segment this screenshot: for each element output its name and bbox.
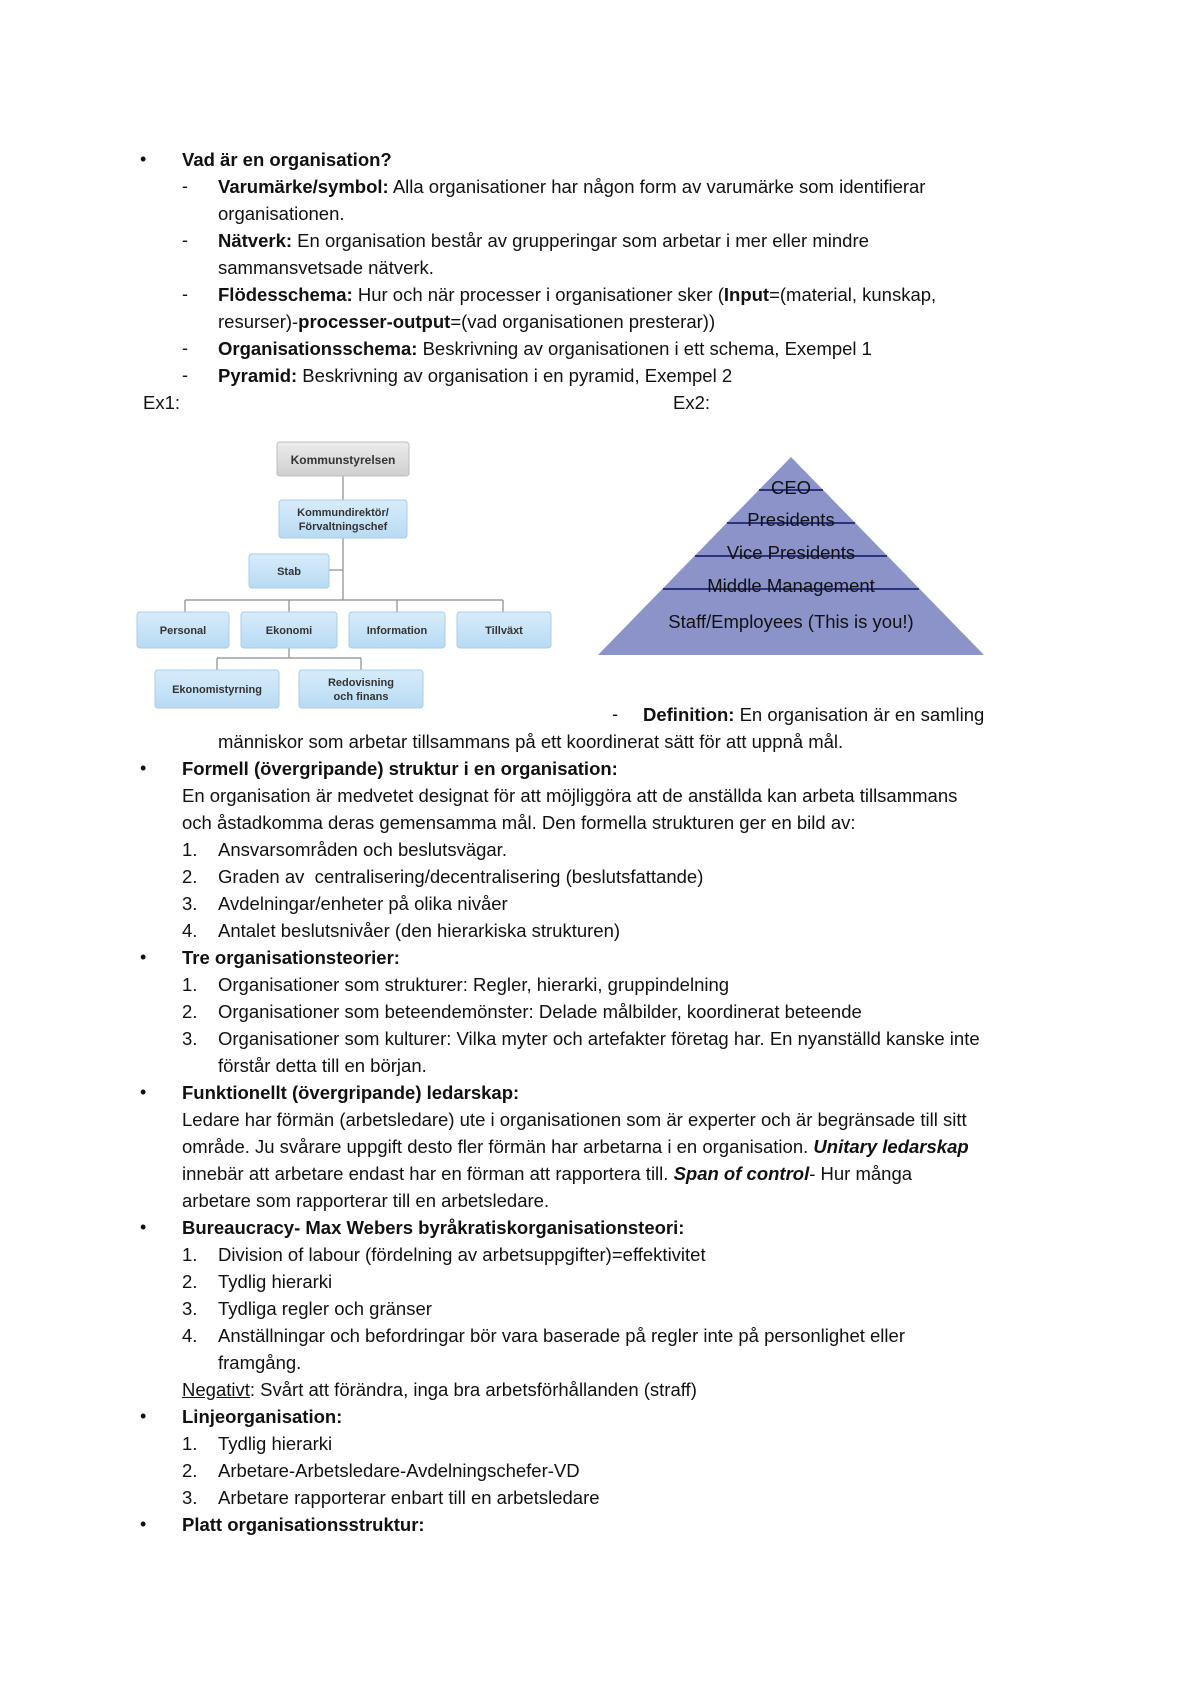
org-box-personal	[137, 612, 229, 648]
list-number: 2.	[182, 1001, 198, 1022]
dash-marker: -	[182, 338, 188, 358]
definition-cont: människor som arbetar tillsammans på ett koordinerat sätt för att uppnå mål.	[218, 731, 844, 752]
list-item: Organisationer som beteendemönster: Delade målbilder, koordinerat beteende	[218, 1001, 862, 1022]
bullet: •	[140, 1082, 147, 1102]
negative-note: Negativt: Svårt att förändra, inga bra arbetsförhållanden (straff)	[182, 1379, 697, 1400]
list-number: 3.	[182, 893, 198, 914]
bullet: •	[140, 1514, 147, 1534]
list-number: 2.	[182, 1460, 198, 1481]
list-item: Flödesschema: Hur och när processer i organisationer sker (Input=(material, kunskap,	[218, 284, 937, 305]
list-item-cont: framgång.	[218, 1352, 302, 1373]
svg-text:Kommundirektör/: Kommundirektör/	[297, 507, 389, 519]
svg-text:Redovisning: Redovisning	[327, 677, 395, 689]
paragraph-line: område. Ju svårare uppgift desto fler förmän har arbetarna i en organisation. Unitary ledarskap	[182, 1136, 969, 1157]
dash-marker: -	[182, 284, 188, 304]
list-item: Arbetare rapporterar enbart till en arbetsledare	[218, 1487, 600, 1508]
svg-text:Personal: Personal	[159, 625, 207, 637]
pyramid-level-presidents: Presidents	[747, 509, 835, 530]
pyramid-level-staff: Staff/Employees (This is you!)	[668, 611, 914, 632]
section-heading: Tre organisationsteorier:	[182, 947, 400, 968]
dash-marker: -	[182, 365, 188, 385]
example-1-label: Ex1:	[143, 392, 181, 413]
list-number: 3.	[182, 1298, 198, 1319]
section-heading: Linjeorganisation:	[182, 1406, 343, 1427]
list-item: Organisationer som kulturer: Vilka myter och artefakter företag har. En nyanställd kanske inte	[218, 1028, 980, 1049]
list-item-cont: förstår detta till en början.	[218, 1055, 427, 1076]
svg-text:Ekonomi: Ekonomi	[265, 625, 313, 637]
svg-text:och finans: och finans	[333, 691, 389, 703]
bullet: •	[140, 1406, 147, 1426]
list-item: Organisationer som strukturer: Regler, hierarki, gruppindelning	[218, 974, 730, 995]
svg-text:Tillväxt: Tillväxt	[485, 625, 523, 637]
org-box-staff	[249, 554, 329, 588]
list-item: Tydlig hierarki	[218, 1433, 333, 1454]
list-item: Avdelningar/enheter på olika nivåer	[218, 893, 508, 914]
svg-text:Stab: Stab	[277, 566, 301, 578]
svg-text:Kommunstyrelsen: Kommunstyrelsen	[290, 453, 396, 467]
pyramid-diagram	[596, 455, 986, 655]
list-item: Graden av centralisering/decentralisering (beslutsfattande)	[218, 866, 704, 887]
bullet: •	[140, 1217, 147, 1237]
list-item: Tydliga regler och gränser	[218, 1298, 432, 1319]
pyramid-level-middle-management: Middle Management	[707, 575, 875, 596]
section-heading: Formell (övergripande) struktur i en organisation:	[182, 758, 618, 779]
list-item: Ansvarsområden och beslutsvägar.	[218, 839, 507, 860]
list-item: Varumärke/symbol: Alla organisationer har någon form av varumärke som identifierar	[218, 176, 926, 197]
org-box-information	[349, 612, 445, 648]
paragraph-line: En organisation är medvetet designat för att möjliggöra att de anställda kan arbeta tillsammans	[182, 785, 958, 806]
bullet: •	[140, 149, 147, 169]
svg-text:Förvaltningschef: Förvaltningschef	[298, 521, 388, 533]
list-number: 1.	[182, 1433, 198, 1454]
list-number: 2.	[182, 866, 198, 887]
list-number: 3.	[182, 1028, 198, 1049]
svg-text:Ekonomistyrning: Ekonomistyrning	[172, 684, 262, 696]
list-item: Division of labour (fördelning av arbetsuppgifter)=effektivitet	[218, 1244, 706, 1265]
bullet: •	[140, 947, 147, 967]
list-item-cont: organisationen.	[218, 203, 345, 224]
dash-marker: -	[612, 704, 618, 724]
list-item-cont: resurser)-processer-output=(vad organisationen presterar))	[218, 311, 716, 332]
list-number: 3.	[182, 1487, 198, 1508]
paragraph-line: arbetare som rapporterar till en arbetsledare.	[182, 1190, 550, 1211]
list-item: Nätverk: En organisation består av grupperingar som arbetar i mer eller mindre	[218, 230, 869, 251]
list-number: 1.	[182, 1244, 198, 1265]
section-heading: Bureaucracy- Max Webers byråkratiskorganisationsteori:	[182, 1217, 685, 1238]
list-item: Pyramid: Beskrivning av organisation i en pyramid, Exempel 2	[218, 365, 733, 386]
list-number: 1.	[182, 974, 198, 995]
org-box-ekonomi	[241, 612, 337, 648]
dash-marker: -	[182, 230, 188, 250]
list-item: Organisationsschema: Beskrivning av organisationen i ett schema, Exempel 1	[218, 338, 872, 359]
bullet: •	[140, 758, 147, 778]
dash-marker: -	[182, 176, 188, 196]
list-item-cont: sammansvetsade nätverk.	[218, 257, 434, 278]
list-item: Tydlig hierarki	[218, 1271, 333, 1292]
section-heading: Platt organisationsstruktur:	[182, 1514, 425, 1535]
section-heading: Vad är en organisation?	[182, 149, 392, 170]
paragraph-line: Ledare har förmän (arbetsledare) ute i organisationen som är experter och är begränsade till sitt	[182, 1109, 967, 1130]
list-item: Anställningar och befordringar bör vara baserade på regler inte på personlighet eller	[218, 1325, 905, 1346]
paragraph-line: och åstadkomma deras gemensamma mål. Den formella strukturen ger en bild av:	[182, 812, 856, 833]
org-chart	[135, 440, 555, 710]
section-heading: Funktionellt (övergripande) ledarskap:	[182, 1082, 520, 1103]
example-2-label: Ex2:	[673, 392, 711, 413]
org-box-ekonomistyrning	[155, 670, 279, 708]
org-box-redovisning	[299, 670, 423, 708]
org-box-director	[279, 500, 407, 538]
svg-text:Information: Information	[366, 625, 428, 637]
list-number: 4.	[182, 920, 198, 941]
org-box-tillvaxt	[457, 612, 551, 648]
pyramid-level-ceo: CEO	[770, 477, 812, 498]
pyramid-level-vice-presidents: Vice Presidents	[726, 542, 856, 563]
list-number: 4.	[182, 1325, 198, 1346]
list-item: Arbetare-Arbetsledare-Avdelningschefer-VD	[218, 1460, 580, 1481]
paragraph-line: innebär att arbetare endast har en förman att rapportera till. Span of control- Hur många	[182, 1163, 913, 1184]
list-number: 2.	[182, 1271, 198, 1292]
org-box-top	[277, 442, 409, 476]
list-number: 1.	[182, 839, 198, 860]
definition-line: Definition: En organisation är en samling	[643, 704, 985, 725]
list-item: Antalet beslutsnivåer (den hierarkiska strukturen)	[218, 920, 621, 941]
